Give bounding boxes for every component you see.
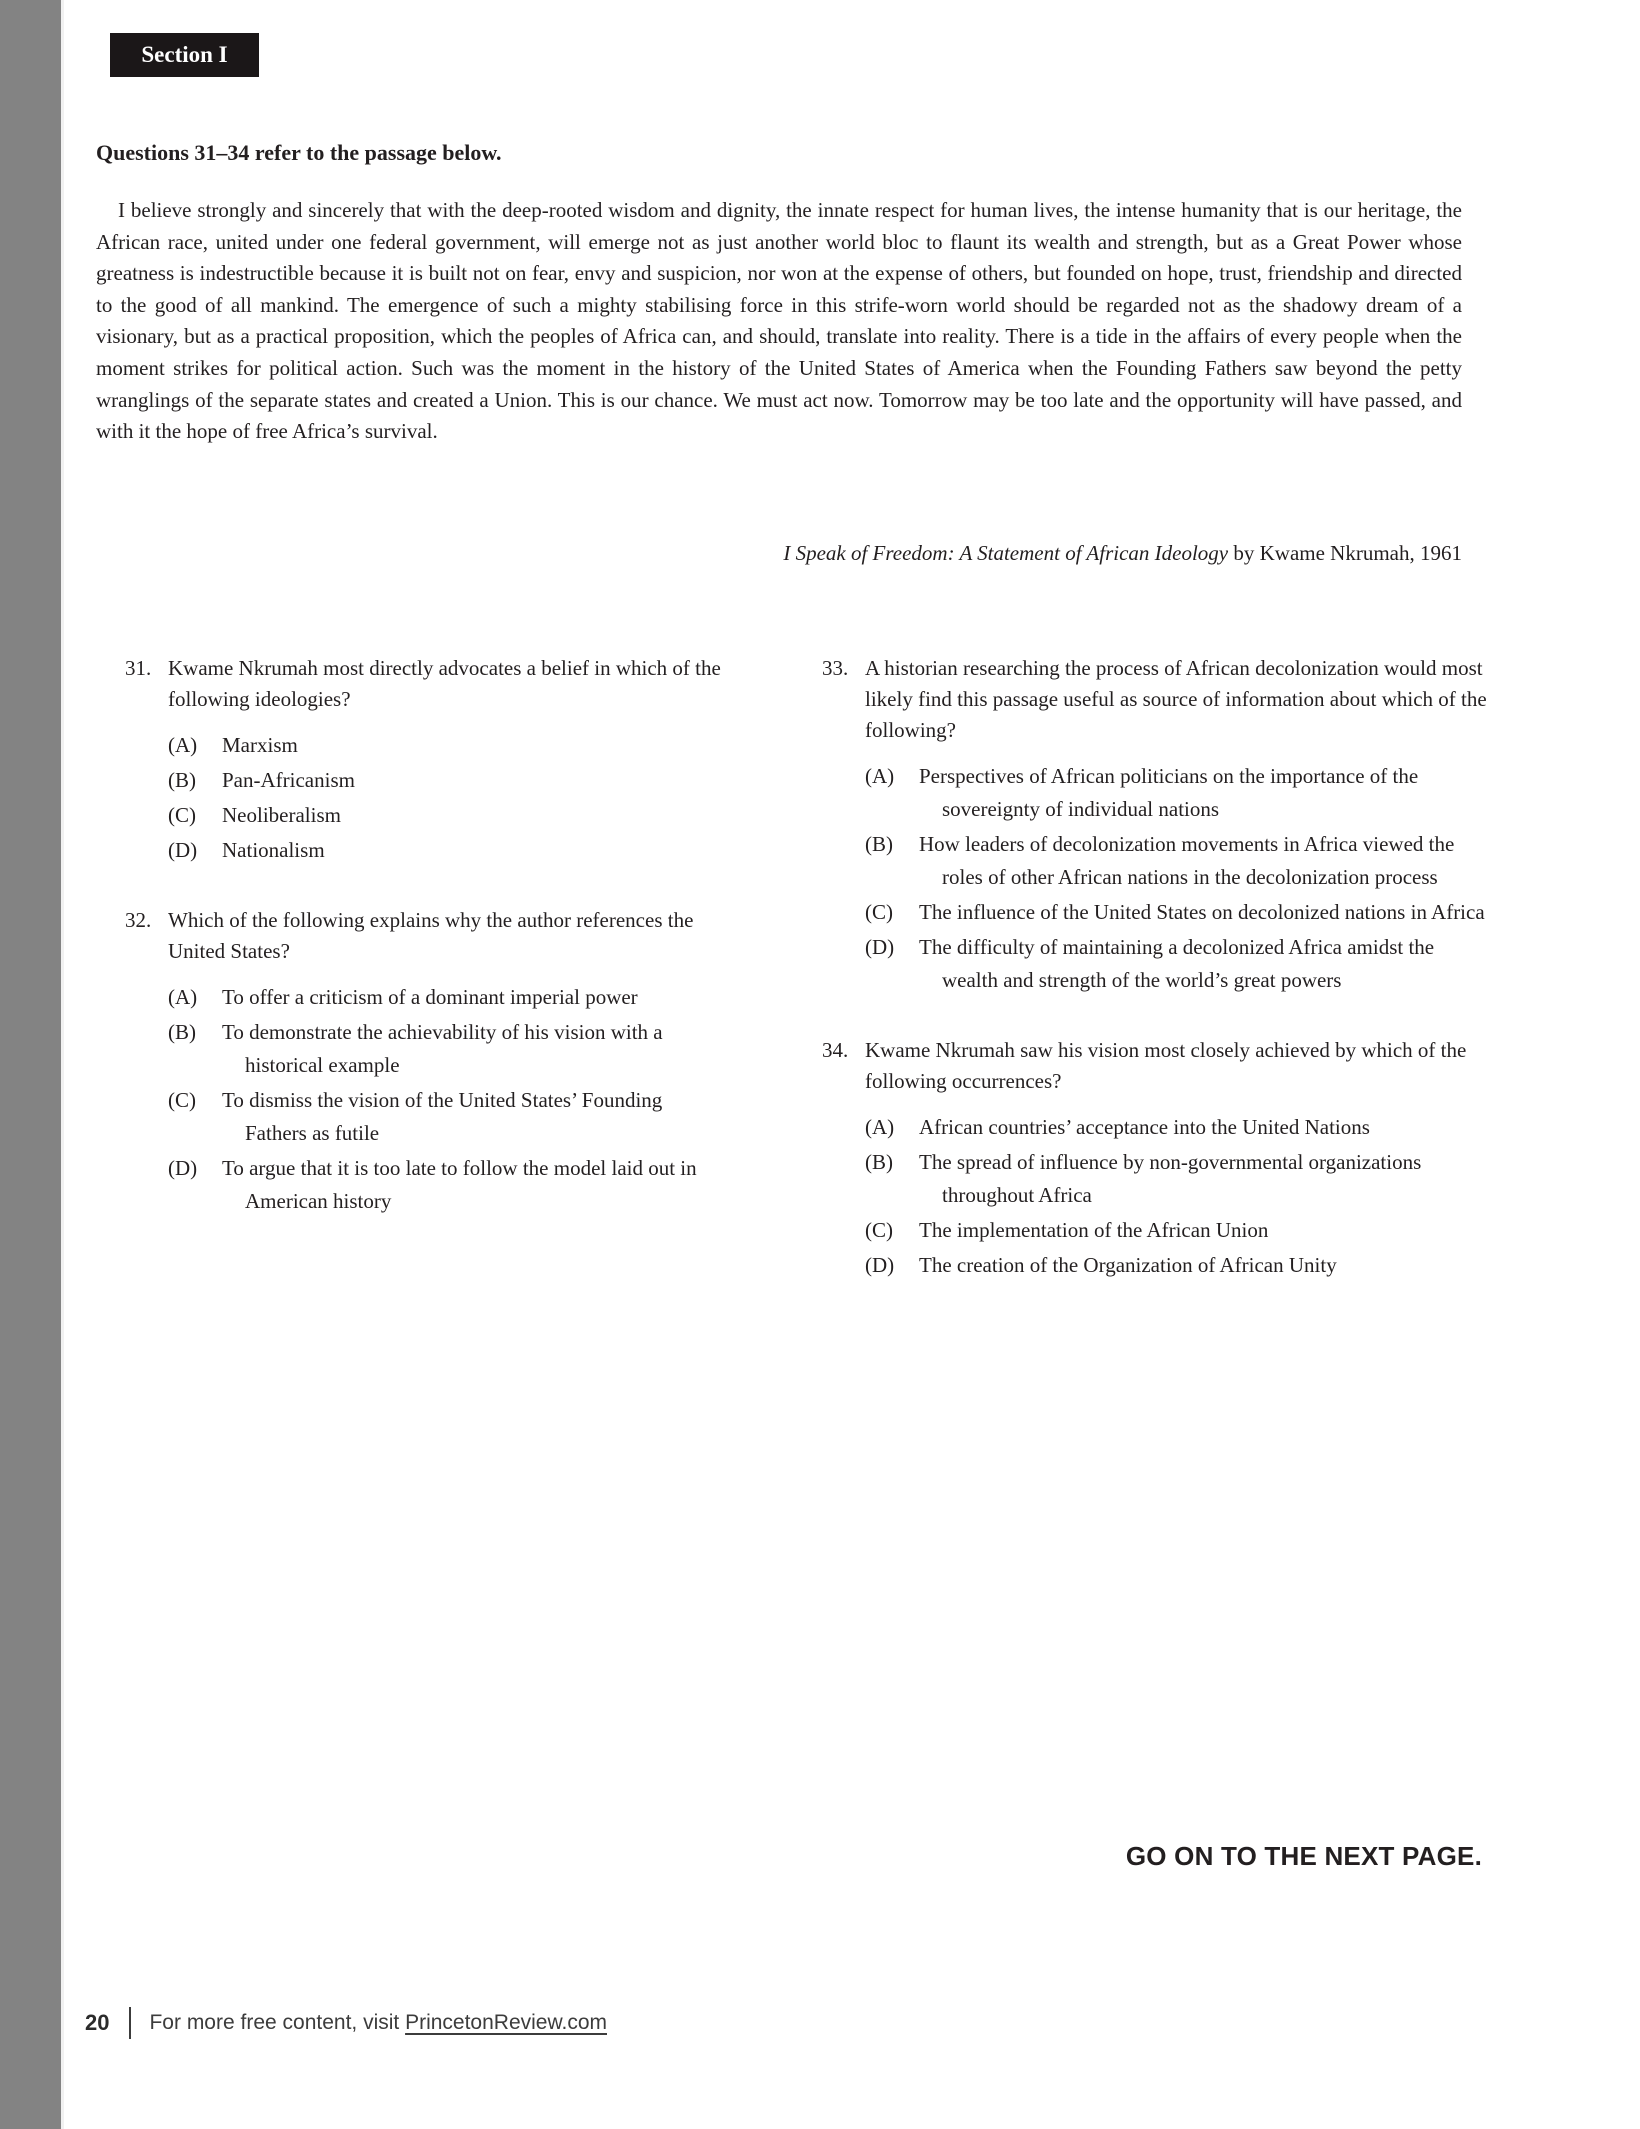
questions-column-right — [822, 653, 1495, 1320]
option-row — [865, 1249, 1495, 1282]
passage-source-author: by Kwame Nkrumah, 1961 — [1228, 541, 1462, 565]
question-32 — [125, 905, 728, 1220]
option-label: (C) — [168, 1088, 196, 1112]
option-label: (D) — [865, 1253, 895, 1277]
option-label: (C) — [168, 803, 196, 827]
passage-text: I believe strongly and sincerely that with the deep-rooted wisdom and dignity, the innate respect for human lives, the intense humanity that is our heritage, the African race, united under one federal government, will emerge not as just another world bloc to flaunt its wealth and strength, but as a Great Power whose greatness is indestructible because it is built not on fear, envy and suspicion, nor won at the expense of others, but founded on hope, trust, friendship and directed to the good of all mankind. The emergence of such a mighty stabilising force in this strife-worn world should be regarded not as the shadowy dream of a visionary, but as a practical proposition, which the peoples of Africa can, and should, translate into reality. There is a tide in the affairs of every people when the moment strikes for political action. Such was the moment in the history of the United States of America when the Founding Fathers saw beyond the petty wranglings of the separate states and created a Union. This is our chance. We must act now. Tomorrow may be too late and the opportunity will have passed, and with it the hope of free Africa’s survival. — [96, 198, 1462, 444]
option-label: (B) — [168, 1020, 196, 1044]
option-row — [168, 981, 728, 1014]
option-text: African countries’ acceptance into the United Nations — [919, 1115, 1370, 1139]
option-row — [865, 1146, 1495, 1212]
option-row — [865, 896, 1495, 929]
option-row — [865, 1214, 1495, 1247]
option-row — [168, 1152, 728, 1218]
option-text: Pan-Africanism — [222, 768, 355, 792]
option-row — [865, 1111, 1495, 1144]
option-text: The spread of influence by non-governmental organizations throughout Africa — [919, 1150, 1422, 1207]
option-text: Nationalism — [222, 838, 325, 862]
question-31 — [125, 653, 728, 869]
option-text: The difficulty of maintaining a decolonized Africa amidst the wealth and strength of the world’s great powers — [919, 935, 1435, 992]
question-body — [168, 653, 728, 869]
option-label: (D) — [168, 838, 198, 862]
option-label: (B) — [168, 768, 196, 792]
section-tab — [110, 33, 259, 77]
footer-note — [149, 2011, 607, 2035]
page-edge-strip — [0, 0, 64, 2129]
option-row — [168, 799, 728, 832]
princeton-review-link[interactable]: PrincetonReview.com — [405, 2011, 607, 2034]
option-row — [865, 828, 1495, 894]
option-text: To demonstrate the achievability of his vision with a historical example — [222, 1020, 663, 1077]
option-label: (C) — [865, 900, 893, 924]
question-34 — [822, 1035, 1495, 1284]
option-text: The implementation of the African Union — [919, 1218, 1269, 1242]
go-on-notice: GO ON TO THE NEXT PAGE. — [1125, 1841, 1482, 1871]
option-text: Neoliberalism — [222, 803, 341, 827]
question-33 — [822, 653, 1495, 999]
option-text: The creation of the Organization of African Unity — [919, 1253, 1337, 1277]
footer-divider — [129, 2007, 131, 2039]
option-text: How leaders of decolonization movements in Africa viewed the roles of other African nations in the decolonization process — [919, 832, 1455, 889]
option-row — [168, 834, 728, 867]
question-number: 33. — [822, 656, 849, 680]
option-text: To dismiss the vision of the United States’ Founding Fathers as futile — [222, 1088, 663, 1145]
page-footer — [85, 2003, 607, 2043]
option-label: (D) — [865, 935, 895, 959]
option-row — [168, 764, 728, 797]
question-stem: Kwame Nkrumah most directly advocates a belief in which of the following ideologies? — [168, 656, 721, 711]
option-label: (C) — [865, 1218, 893, 1242]
question-stem: A historian researching the process of African decolonization would most likely find this passage useful as source of information about which of the following? — [865, 656, 1487, 742]
question-stem: Which of the following explains why the author references the United States? — [168, 908, 694, 963]
option-label: (A) — [168, 985, 198, 1009]
option-row — [168, 1016, 728, 1082]
option-text: The influence of the United States on decolonized nations in Africa — [919, 900, 1485, 924]
option-row — [865, 760, 1495, 826]
question-number: 32. — [125, 908, 152, 932]
question-stem: Kwame Nkrumah saw his vision most closely achieved by which of the following occurrences? — [865, 1038, 1467, 1093]
questions-range-heading: Questions 31–34 refer to the passage below. — [96, 140, 502, 165]
option-row — [168, 729, 728, 762]
question-body — [865, 653, 1495, 999]
passage-source-title: I Speak of Freedom: A Statement of African Ideology — [783, 541, 1229, 565]
option-row — [168, 1084, 728, 1150]
passage-attribution — [96, 541, 1462, 566]
option-text: To offer a criticism of a dominant imperial power — [222, 985, 638, 1009]
option-label: (B) — [865, 1150, 893, 1174]
questions-column-left — [125, 653, 728, 1256]
option-label: (A) — [865, 1115, 895, 1139]
page-number: 20 — [85, 2010, 110, 2035]
question-body — [865, 1035, 1495, 1284]
question-number: 34. — [822, 1038, 849, 1062]
section-label: Section I — [141, 42, 228, 67]
option-text: Marxism — [222, 733, 298, 757]
option-label: (A) — [865, 764, 895, 788]
question-body — [168, 905, 728, 1220]
option-text: Perspectives of African politicians on the importance of the sovereignty of individual nations — [919, 764, 1419, 821]
footer-note-text: For more free content, visit — [149, 2011, 406, 2034]
option-text: To argue that it is too late to follow the model laid out in American history — [222, 1156, 697, 1213]
question-number: 31. — [125, 656, 152, 680]
option-label: (A) — [168, 733, 198, 757]
passage-block — [96, 195, 1462, 448]
option-label: (D) — [168, 1156, 198, 1180]
option-label: (B) — [865, 832, 893, 856]
option-row — [865, 931, 1495, 997]
